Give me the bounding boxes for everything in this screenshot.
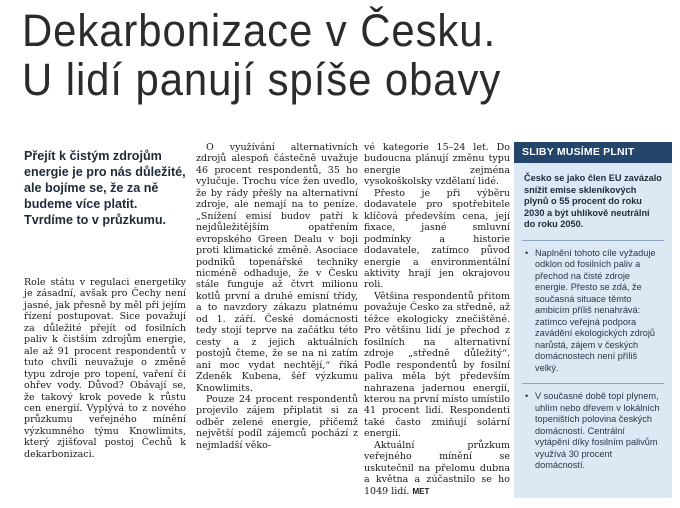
article-paragraph: Přesto je při výběru dodavatele pro spotřebitele klíčová především cena, její fixace, jasné smluvní podmínky a historie dodavatele, zatímco původ energie a environmentální aktivity hrají jen okrajovou roli. [364,187,510,291]
article-paragraph: Většina respondentů přitom považuje Česko za středně, až téžce ekologicky znečištěné. Pro většinu lidí je přechod z fosilních na alternativní zdroje „středně důležitý“. Podle respondentů by fosilní paliva měla být především nahrazena jadernou energií, kterou na první místo umístilo 41 procent lidí. Respondenti také často zmiňují solární energii. [364,290,510,440]
lead-paragraph: Přejít k čistým zdrojům energie je pro nás důležité, ale bojíme se, že za ně budeme více platit. Tvrdíme to v průzkumu. [24,149,186,227]
article-paragraph: Role státu v regulaci energetiky je zásadní, avšak pro Čechy není jasné, jak přesně by měl při jejím řízení postupovat. Sice považují za důležité přejít od fosilních paliv k čistším zdrojům energie, ale až 91 procent respondentů v tuto chvíli neuvažuje o změně typu zdroje pro topení, vaření či ohřev vody. Důvod? Obávají se, že takový krok povede k růstu cen energií. Vyplývá to z nového průzkumu veřejného mínění výzkumného týmu Knowlimits, který zjišťoval postoj Čechů k dekarbonizaci. [24,277,186,460]
headline-line-1: Dekarbonizace v Česku. [22,5,497,56]
headline-line-2: U lidí panují spíše obavy [22,54,502,105]
article-paragraph [364,440,510,497]
article-paragraph: vé kategorie 15–24 let. Do budoucna plánují změnu typu energie zejména vysokoškolsky vzdělaní lidé. [364,142,510,188]
sidebar-divider [522,240,664,241]
sidebar-bullet-item: • V současné době topí plynem, uhlím nebo dřevem v lokálních topeništích polovina českých domácností. Centrální vytápění díky fosilním palivům využívá 30 procent domácností. [535,391,662,472]
author-signature: MET [412,486,430,496]
sidebar-divider [522,383,664,384]
article-paragraph: O využívání alternativních zdrojů alespoň částečně uvažuje 46 procent respondentů, 35 ho vylučuje. Trochu více žen uvedlo, že by rády přešly na alternativní zdroje, ale nemají na to peníze. „Snížení emisí budov patří k nejdůležitějším opatřením evropského Green Dealu v boji proti klimatické změně. Asociace podniků topenářské techniky nicméně odhaduje, že v Česku stále funguje až čtvrt milionu kotlů první a druhé emisní třídy, a to navzdory zákazu platnému od 1. září. České domácnosti tedy stojí teprve na začátku této cesty a z jejich aktuálních postojů čteme, že se na ni zatím ani moc vydat nechtějí,“ říká Zdeněk Kubena, šéf výzkumu Knowlimits. [196,142,358,394]
article-column-1 [24,277,186,460]
headline [22,6,617,104]
article-column-3 [364,142,510,497]
sidebar-title: SLIBY MUSÍME PLNIT [514,142,672,163]
article-column-2 [196,142,358,451]
sidebar-intro: Česko se jako člen EU zavázalo snížit emise skleníkových plynů o 55 procent do roku 2030 a být uhlíkově neutrální do roku 2050. [524,173,662,229]
closing-text: Aktuální průzkum veřejného mínění se uskutečnil na přelomu dubna a května a zúčastnilo se ho 1049 lidí. [364,439,510,497]
sidebar-bullet-item: • Naplnění tohoto cíle vyžaduje odklon od fosilních paliv a přechod na čisté zdroje energie. Přesto se zdá, že současná situace těmto ambicím příliš nenahrává: zatímco veřejná podpora zavádění ekologických zdrojů narůstá, zájem v českých domácnostech není příliš velký. [535,248,662,375]
sidebar-box [514,142,672,498]
article-paragraph: Pouze 24 procent respondentů projevilo zájem připlatit si za odběr zelené energie, přičemž největší podíl zájemců pochází z nejmladší věko- [196,393,358,451]
